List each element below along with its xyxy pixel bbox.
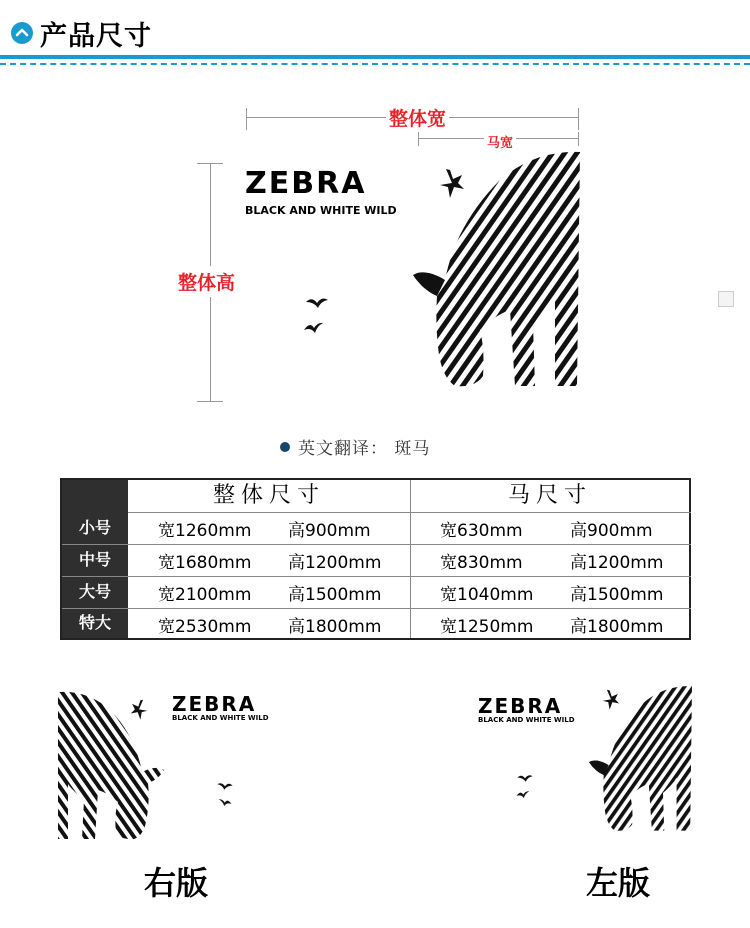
table-cell: 高900mm <box>570 521 653 541</box>
table-divider <box>410 480 411 638</box>
table-cell: 高1500mm <box>288 585 382 605</box>
overall-width-tick-right <box>578 108 579 130</box>
overall-width-tick-left <box>246 108 247 130</box>
table-cell: 宽1680mm <box>158 553 252 573</box>
right-version-label: 右版 <box>144 864 209 902</box>
horse-width-tick-right <box>578 132 579 146</box>
table-header-overall: 整体尺寸 <box>212 483 325 508</box>
header-divider <box>0 55 750 59</box>
chevron-up-icon <box>11 22 33 44</box>
table-cell: 宽630mm <box>440 521 523 541</box>
translation-text: 英文翻译： 斑马 <box>298 439 431 459</box>
bird-icon <box>128 698 150 722</box>
scroll-marker[interactable] <box>718 291 734 307</box>
row-label-large: 大号 <box>62 576 128 608</box>
size-table <box>60 478 691 640</box>
zebra-illustration <box>58 690 168 840</box>
bird-icon <box>302 318 324 336</box>
table-cell: 高1500mm <box>570 585 664 605</box>
overall-width-label: 整体宽 <box>386 104 449 131</box>
table-divider <box>62 544 128 545</box>
zebra-illustration <box>405 150 580 390</box>
overall-height-tick-bottom <box>197 401 223 402</box>
zebra-title: ZEBRA <box>172 692 257 716</box>
table-cell: 高1200mm <box>288 553 382 573</box>
table-cell: 高1200mm <box>570 553 664 573</box>
bullet-icon <box>280 442 290 452</box>
section-title: 产品尺寸 <box>40 21 152 52</box>
left-version-label: 左版 <box>586 864 651 902</box>
table-cell: 高1800mm <box>570 617 664 637</box>
table-cell: 宽2530mm <box>158 617 252 637</box>
table-cell: 高900mm <box>288 521 371 541</box>
table-cell: 宽1250mm <box>440 617 534 637</box>
row-label-xlarge: 特大 <box>62 608 128 638</box>
zebra-subtitle: BLACK AND WHITE WILD <box>245 204 397 217</box>
bird-icon <box>216 780 234 794</box>
zebra-title: ZEBRA <box>245 166 367 201</box>
zebra-title: ZEBRA <box>478 694 563 718</box>
header-dashed-divider <box>0 63 750 65</box>
table-header-horse: 马尺寸 <box>507 483 592 508</box>
zebra-subtitle: BLACK AND WHITE WILD <box>172 714 269 722</box>
table-divider <box>62 576 128 577</box>
overall-height-tick-top <box>197 163 223 164</box>
zebra-illustration <box>584 684 692 834</box>
table-divider <box>62 608 128 609</box>
bird-icon <box>304 294 330 314</box>
row-label-medium: 中号 <box>62 544 128 576</box>
horse-width-label: 马宽 <box>484 132 516 151</box>
table-corner <box>62 480 128 512</box>
table-cell: 宽830mm <box>440 553 523 573</box>
table-cell: 高1800mm <box>288 617 382 637</box>
table-cell: 宽2100mm <box>158 585 252 605</box>
horse-width-tick-left <box>418 132 419 146</box>
overall-height-label: 整体高 <box>176 266 237 297</box>
table-cell: 宽1040mm <box>440 585 534 605</box>
row-label-small: 小号 <box>62 512 128 544</box>
bird-icon <box>218 796 233 808</box>
table-cell: 宽1260mm <box>158 521 252 541</box>
bird-icon <box>515 788 530 800</box>
bird-icon <box>516 772 534 786</box>
zebra-subtitle: BLACK AND WHITE WILD <box>478 716 575 724</box>
